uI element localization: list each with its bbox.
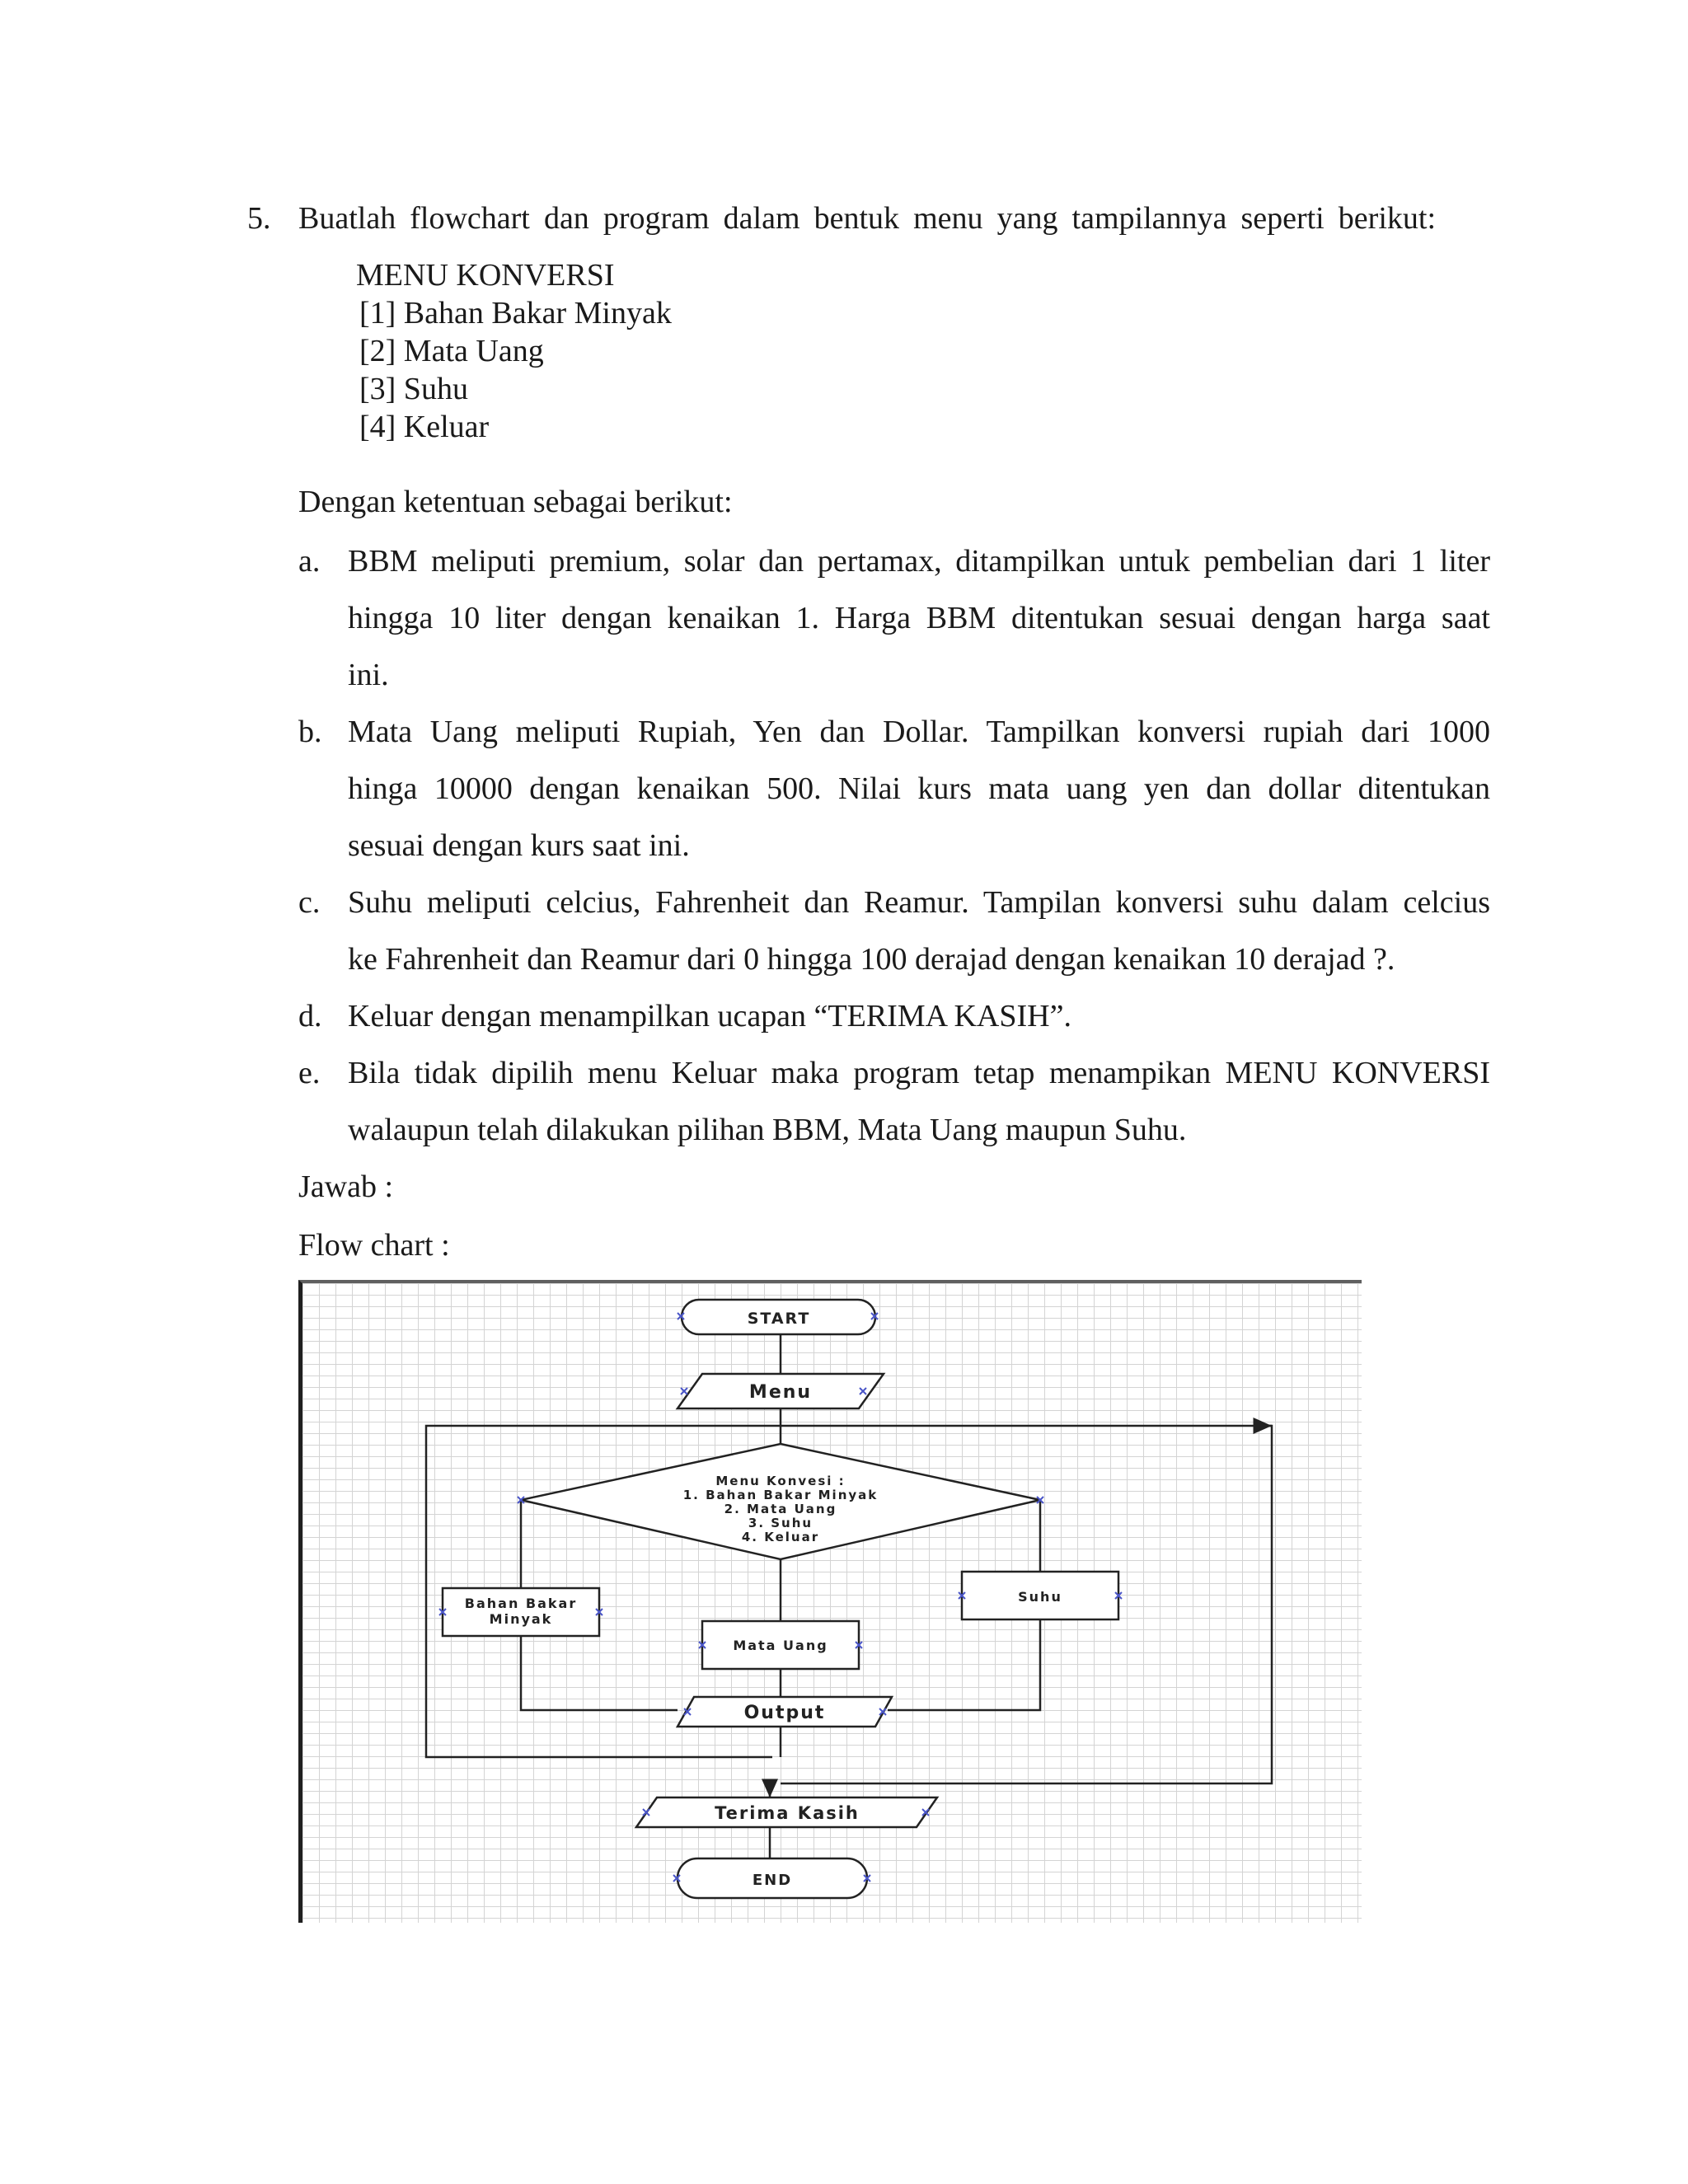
question-intro: Buatlah flowchart dan program dalam bentuk menu yang tampilannya seperti berikut: bbox=[298, 201, 1436, 236]
condition-line: ke Fahrenheit dan Reamur dari 0 hingga 100 derajad dengan kenaikan 10 derajad ?. bbox=[348, 942, 1395, 977]
condition-line: BBM meliputi premium, solar dan pertamax, ditampilkan untuk pembelian dari 1 liter bbox=[348, 544, 1490, 579]
end-label: END bbox=[752, 1872, 793, 1889]
question-number: 5. bbox=[247, 201, 271, 236]
condition-marker: e. bbox=[298, 1056, 321, 1090]
menu-title: MENU KONVERSI bbox=[356, 258, 615, 293]
answer-label: Jawab : bbox=[298, 1169, 394, 1204]
decision-line: 3. Suhu bbox=[748, 1516, 814, 1530]
condition-line: ini. bbox=[348, 658, 389, 692]
suhu-to-output bbox=[888, 1617, 1040, 1710]
output-label: Output bbox=[743, 1703, 826, 1723]
decision-line: Menu Konvesi : bbox=[715, 1474, 846, 1488]
bbm-to-output bbox=[521, 1633, 678, 1710]
menu-item: [1] Bahan Bakar Minyak bbox=[359, 296, 672, 330]
suhu-label: Suhu bbox=[1018, 1589, 1062, 1605]
flowchart-diagram bbox=[302, 1283, 1362, 1923]
condition-line: walaupun telah dilakukan pilihan BBM, Mata Uang maupun Suhu. bbox=[348, 1113, 1187, 1147]
conditions-intro: Dengan ketentuan sebagai berikut: bbox=[298, 485, 733, 519]
condition-line: Keluar dengan menampilkan ucapan “TERIMA KASIH”. bbox=[348, 999, 1071, 1033]
decision-line: 4. Keluar bbox=[741, 1530, 820, 1544]
condition-line: Bila tidak dipilih menu Keluar maka program tetap menampikan MENU KONVERSI bbox=[348, 1056, 1490, 1090]
menu-input-label: Menu bbox=[748, 1382, 813, 1403]
condition-line: Suhu meliputi celcius, Fahrenheit dan Reamur. Tampilan konversi suhu dalam celcius bbox=[348, 885, 1490, 920]
menu-item: [3] Suhu bbox=[359, 372, 468, 406]
condition-line: Mata Uang meliputi Rupiah, Yen dan Dollar. Tampilkan konversi rupiah dari 1000 bbox=[348, 715, 1490, 749]
condition-marker: d. bbox=[298, 999, 322, 1033]
bbm-label: Minyak bbox=[489, 1611, 553, 1627]
start-label: START bbox=[747, 1310, 811, 1328]
menu-item: [4] Keluar bbox=[359, 410, 490, 444]
condition-marker: c. bbox=[298, 885, 321, 920]
decision-line: 1. Bahan Bakar Minyak bbox=[682, 1488, 879, 1502]
menu-item: [2] Mata Uang bbox=[359, 334, 544, 368]
flowchart-label: Flow chart : bbox=[298, 1228, 450, 1263]
decision-line: 2. Mata Uang bbox=[724, 1502, 837, 1516]
condition-marker: b. bbox=[298, 715, 322, 749]
condition-line: hinga 10000 dengan kenaikan 500. Nilai kurs mata uang yen dan dollar ditentukan bbox=[348, 771, 1490, 806]
bbm-label: Bahan Bakar bbox=[464, 1596, 578, 1611]
flowchart-panel bbox=[298, 1280, 1362, 1923]
condition-line: sesuai dengan kurs saat ini. bbox=[348, 828, 690, 863]
condition-marker: a. bbox=[298, 544, 321, 579]
terima-kasih-label: Terima Kasih bbox=[715, 1803, 860, 1823]
mata-uang-label: Mata Uang bbox=[733, 1638, 828, 1653]
condition-line: hingga 10 liter dengan kenaikan 1. Harga BBM ditentukan sesuai dengan harga saat bbox=[348, 601, 1490, 635]
